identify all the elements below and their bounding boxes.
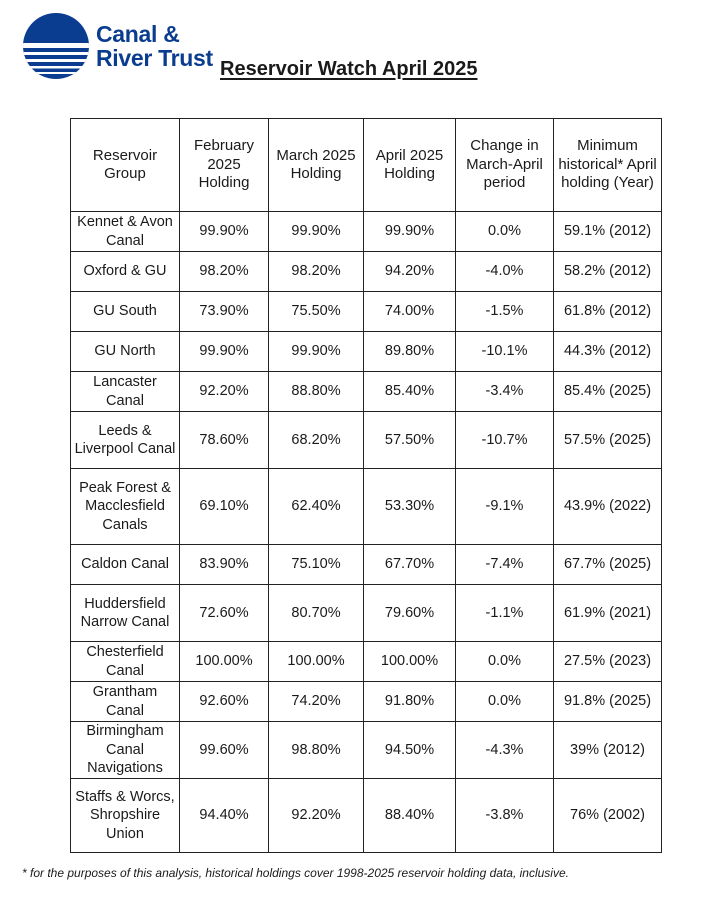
table-cell: 80.70% [269,585,364,642]
table-cell: 72.60% [180,585,269,642]
table-cell: -10.1% [456,332,554,372]
table-cell: 88.40% [364,779,456,853]
table-cell: 99.90% [269,332,364,372]
table-cell: 74.20% [269,682,364,722]
column-header: Change in March-April period [456,119,554,212]
table-cell: 44.3% (2012) [554,332,662,372]
table-cell: 58.2% (2012) [554,252,662,292]
table-cell: 39% (2012) [554,722,662,779]
table-cell: 94.50% [364,722,456,779]
reservoir-group-cell: Lancaster Canal [71,372,180,412]
table-cell: 78.60% [180,412,269,469]
table-cell: 69.10% [180,469,269,545]
table-row [71,722,662,779]
reservoir-group-cell: GU South [71,292,180,332]
column-header: March 2025 Holding [269,119,364,212]
table-cell: -4.0% [456,252,554,292]
table-cell: 67.7% (2025) [554,545,662,585]
table-cell: -9.1% [456,469,554,545]
table-row [71,412,662,469]
brand-name [96,22,213,70]
table-cell: 73.90% [180,292,269,332]
reservoir-group-cell: Kennet & Avon Canal [71,212,180,252]
table-cell: 98.80% [269,722,364,779]
reservoir-group-cell: GU North [71,332,180,372]
table-cell: 62.40% [269,469,364,545]
reservoir-group-cell: Huddersfield Narrow Canal [71,585,180,642]
reservoir-table [70,118,662,853]
reservoir-group-cell: Leeds & Liverpool Canal [71,412,180,469]
table-cell: -1.5% [456,292,554,332]
table-cell: 53.30% [364,469,456,545]
page-title: Reservoir Watch April 2025 [220,58,478,80]
table-cell: 67.70% [364,545,456,585]
reservoir-group-cell: Staffs & Worcs, Shropshire Union [71,779,180,853]
table-cell: 100.00% [180,642,269,682]
table-cell: 99.90% [180,212,269,252]
table-row [71,585,662,642]
table-row [71,212,662,252]
table-cell: 92.60% [180,682,269,722]
table-row [71,682,662,722]
table-cell: 98.20% [180,252,269,292]
table-body [71,212,662,853]
table-cell: 59.1% (2012) [554,212,662,252]
reservoir-group-cell: Chesterfield Canal [71,642,180,682]
table-cell: 89.80% [364,332,456,372]
table-cell: 27.5% (2023) [554,642,662,682]
table-cell: -7.4% [456,545,554,585]
reservoir-group-cell: Birmingham Canal Navigations [71,722,180,779]
table-cell: 85.4% (2025) [554,372,662,412]
reservoir-group-cell: Oxford & GU [71,252,180,292]
table-cell: -1.1% [456,585,554,642]
table-cell: 92.20% [269,779,364,853]
table-cell: -3.8% [456,779,554,853]
table-cell: 98.20% [269,252,364,292]
table-cell: 99.90% [364,212,456,252]
table-row [71,642,662,682]
table-cell: 100.00% [364,642,456,682]
table-cell: 79.60% [364,585,456,642]
table-cell: 57.5% (2025) [554,412,662,469]
reservoir-group-cell: Grantham Canal [71,682,180,722]
table-cell: -3.4% [456,372,554,412]
table-cell: 99.60% [180,722,269,779]
table-cell: 83.90% [180,545,269,585]
table-cell: 94.20% [364,252,456,292]
table-cell: -10.7% [456,412,554,469]
logo [22,12,213,80]
table-cell: 61.8% (2012) [554,292,662,332]
table-cell: 76% (2002) [554,779,662,853]
column-header: April 2025 Holding [364,119,456,212]
table-cell: 68.20% [269,412,364,469]
table-row [71,779,662,853]
table-cell: 94.40% [180,779,269,853]
table-row [71,332,662,372]
table-cell: 0.0% [456,682,554,722]
table-row [71,372,662,412]
table-cell: 0.0% [456,212,554,252]
table-cell: 99.90% [180,332,269,372]
column-header: February 2025 Holding [180,119,269,212]
canal-river-trust-logo-icon [22,12,90,80]
table-cell: 91.8% (2025) [554,682,662,722]
table-cell: 61.9% (2021) [554,585,662,642]
table-cell: 0.0% [456,642,554,682]
table-cell: 91.80% [364,682,456,722]
column-header: Reservoir Group [71,119,180,212]
reservoir-group-cell: Peak Forest & Macclesfield Canals [71,469,180,545]
table-row [71,469,662,545]
reservoir-group-cell: Caldon Canal [71,545,180,585]
table-cell: 100.00% [269,642,364,682]
table-cell: 57.50% [364,412,456,469]
table-row [71,252,662,292]
table-cell: 85.40% [364,372,456,412]
table-cell: 88.80% [269,372,364,412]
table-cell: 75.10% [269,545,364,585]
brand-line-1: Canal & [96,21,180,47]
table-header-row [71,119,662,212]
table-row [71,292,662,332]
column-header: Minimum historical* April holding (Year) [554,119,662,212]
table-row [71,545,662,585]
table-cell: 75.50% [269,292,364,332]
table-cell: -4.3% [456,722,554,779]
table-cell: 74.00% [364,292,456,332]
table-cell: 92.20% [180,372,269,412]
footnote: * for the purposes of this analysis, historical holdings cover 1998-2025 reservoir holding data, inclusive. [22,866,569,880]
brand-line-2: River Trust [96,45,213,71]
table-cell: 43.9% (2022) [554,469,662,545]
table-cell: 99.90% [269,212,364,252]
